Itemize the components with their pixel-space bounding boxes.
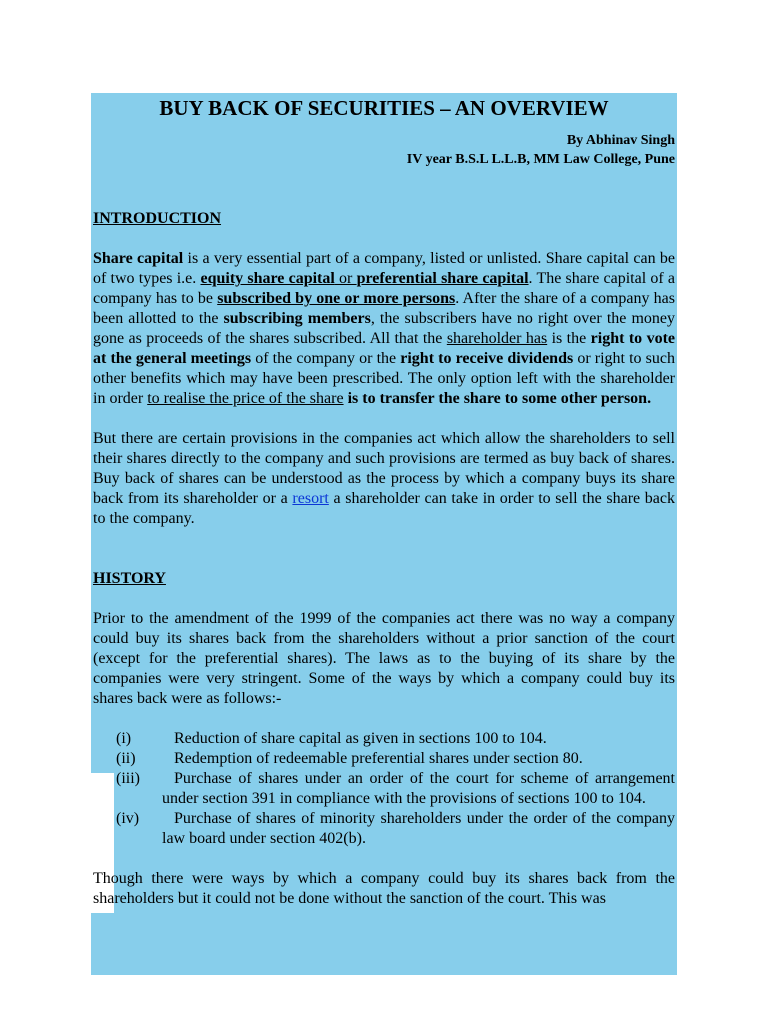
list-item-number: (iii) (116, 770, 140, 787)
list-item-number: (iv) (116, 810, 140, 827)
introduction-paragraph-1: Share capital is a very essential part of a company, listed or unlisted. Share capital can be of two types i.e. equity share capital or preferential share capital. The share capital of a company has to be subscribed by one or more persons. After the share of a company has been allotted to the subscribing members, the subscribers have no right over the money gone as proceeds of the shares subscribed. All that the shareholder has is the right to vote at the general meetings of the company or the right to receive dividends or right to such other benefits which may have been prescribed. The only option left with the shareholder in order to realise the price of the share is to transfer the share to some other person. (93, 250, 676, 407)
list-item-text: Purchase of shares under an order of the court for scheme of arrangement under section 391 in compliance with the provisions of sections 100 to 104. (162, 770, 675, 807)
buyback-ways-list (116, 729, 675, 849)
history-paragraph-2: Though there were ways by which a company could buy its shares back from the shareholders but it could not be done without the sanction of the court. This was (93, 870, 675, 907)
resort-link[interactable]: resort (292, 490, 329, 507)
byline (93, 131, 675, 169)
introduction-heading: INTRODUCTION (93, 210, 222, 227)
affiliation-line: IV year B.S.L L.L.B, MM Law College, Pune (406, 152, 675, 167)
list-item-text: Redemption of redeemable preferential shares under section 80. (174, 750, 583, 767)
list-item (116, 749, 675, 769)
list-item (116, 809, 675, 849)
list-item-number: (i) (116, 730, 132, 747)
list-item (116, 769, 675, 809)
list-item-text: Reduction of share capital as given in sections 100 to 104. (174, 730, 547, 747)
document-body (93, 93, 675, 909)
document-title: BUY BACK OF SECURITIES – AN OVERVIEW (159, 96, 609, 120)
history-paragraph-1: Prior to the amendment of the 1999 of the companies act there was no way a company could buy its shares back from the shareholders without a prior sanction of the court (except for the preferential shares). The laws as to the buying of its share by the companies were very stringent. Some of the ways by which a company could buy its shares back were as follows:- (93, 610, 675, 707)
list-item-text: Purchase of shares of minority shareholders under the order of the company law board under section 402(b). (162, 810, 675, 847)
history-heading: HISTORY (93, 570, 166, 587)
introduction-paragraph-2: But there are certain provisions in the companies act which allow the shareholders to sell their shares directly to the company and such provisions are termed as buy back of shares. Buy back of shares can be understood as the process by which a company buys its share back from its shareholder or a resort a shareholder can take in order to sell the share back to the company. (93, 430, 675, 527)
author-line: By Abhinav Singh (566, 133, 675, 148)
list-item-number: (ii) (116, 750, 136, 767)
list-item (116, 729, 675, 749)
